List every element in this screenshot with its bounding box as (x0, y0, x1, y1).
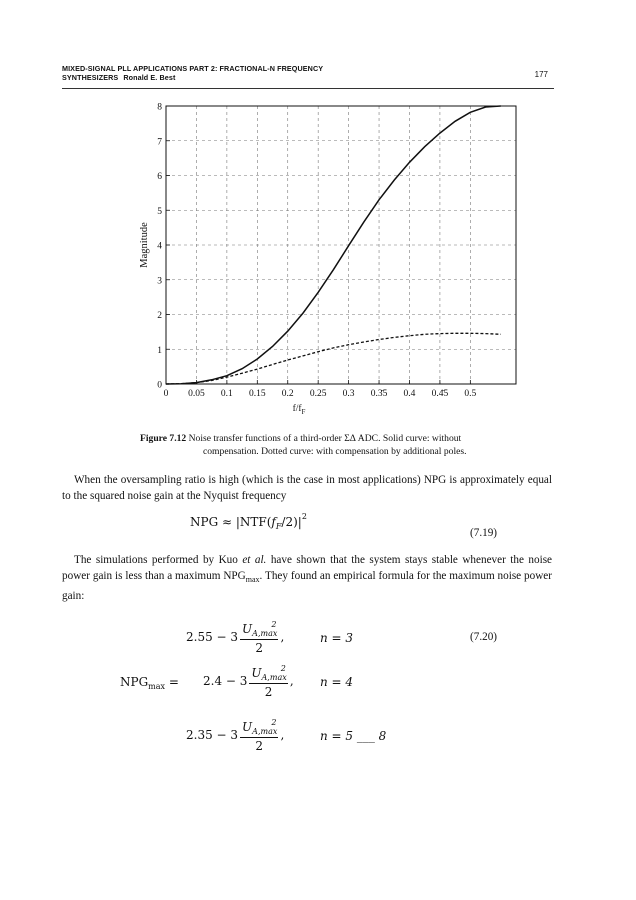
author-name: Ronald E. Best (123, 73, 176, 82)
figure-caption (140, 432, 550, 458)
y-tick-label: 0 (157, 380, 162, 391)
x-tick-label: 0.3̄5 (370, 389, 388, 399)
equation-number-7-19: (7.19) (470, 527, 498, 539)
x-tick-label: 0.3 (342, 389, 355, 399)
x-tick-label: 0.05 (188, 389, 205, 399)
eq720-denominator: 2 (264, 685, 273, 699)
eq720-denominator: 2 (255, 641, 264, 655)
eq720-condition: n = 3 (320, 631, 354, 645)
dashed-curve-compensated (166, 333, 501, 384)
x-tick-label: 0.1 (220, 389, 233, 399)
x-tick-label: 0.5 (464, 389, 477, 399)
eq720-condition: n = 4 (320, 675, 354, 689)
eq720-fraction (249, 664, 287, 699)
caption-text-line1: Noise transfer functions of a third-order ΣΔ ADC. Solid curve: without (188, 433, 462, 444)
y-tick-label: 4 (157, 241, 162, 252)
paragraph-simulations-c: . They found an empirical formula for the maximum noise power gain: (62, 570, 553, 602)
y-tick-label: 1 (157, 345, 162, 356)
x-tick-label: 0.4̄5 (431, 389, 449, 399)
eq720-condition: n = 5 ___ 8 (320, 729, 387, 743)
page-number: 177 (534, 70, 548, 79)
caption-text-line2: compensation. Dotted curve: with compensation by additional poles. (203, 446, 467, 457)
x-tick-label: 0 (163, 389, 169, 399)
page-header (62, 64, 554, 89)
eq720-fraction (240, 718, 278, 753)
eq719-lhs: NPG ≈ |NTF( (190, 515, 272, 529)
y-tick-label: 6 (157, 172, 162, 182)
eq719-arg-sub: F (275, 522, 282, 531)
figure-label: Figure 7.12 (140, 433, 187, 444)
eq720-row: 2.35 − 3 $\frac{U_{A,max}^2}{2}$ , (186, 718, 285, 753)
x-tick-label: 0.2 (281, 389, 294, 399)
paragraph-simulations (62, 552, 552, 604)
y-tick-label: 2 (157, 311, 162, 321)
eq720-constant: 2.35 − 3 (186, 728, 239, 742)
eq720-constant: 2.4 − 3 (203, 674, 248, 688)
eq720-numerator: $U_{A,max}^2$ (251, 664, 287, 682)
equation-number-7-20: (7.20) (470, 631, 498, 643)
eq720-row: 2.55 − 3 $\frac{U_{A,max}^2}{2}$ , (186, 620, 285, 655)
paragraph-etal: et al. (242, 554, 267, 566)
x-axis-label: $f/f_F$ (292, 404, 306, 416)
x-axis-label-sub: F (301, 408, 306, 416)
y-tick-label: 8 (157, 102, 162, 113)
x-tick-label: 0.25 (309, 389, 327, 399)
paragraph-nyquist-text: When the oversampling ratio is high (which is the case in most applications) NPG is approximately equal to the squared noise gain at the Nyquist frequency (62, 474, 552, 502)
paragraph-simulations-b: have shown that the system stays stable whenever the noise power gain is less than a maximum NPG (62, 554, 553, 582)
running-title-line1: MIXED-SIGNAL PLL APPLICATIONS PART 2: FRACTIONAL-N FREQUENCY (62, 64, 324, 73)
x-tick-label: 0.4 (403, 389, 416, 399)
eq719-arg-rest: /2)| (281, 515, 302, 529)
eq720-row: 2.4 − 3 $\frac{U_{A,max}^2}{2}$ , (203, 664, 294, 699)
paragraph-npg-sub: max (245, 575, 260, 584)
paragraph-nyquist (62, 472, 552, 504)
y-tick-label: 5 (157, 206, 162, 217)
y-axis-label: Magnitude (139, 222, 150, 268)
noise-transfer-chart (130, 96, 530, 426)
eq720-constant: 2.55 − 3 (186, 630, 239, 644)
y-tick-label: 7 (157, 137, 162, 148)
eq720-lhs: $NPG_{max}$ = (120, 675, 179, 691)
eq720-denominator: 2 (255, 739, 264, 753)
y-tick-label: 3 (157, 276, 162, 287)
equation-7-19 (190, 512, 307, 531)
eq719-arg-f: f (271, 515, 276, 529)
running-title (62, 64, 323, 82)
eq719-power: 2 (301, 512, 307, 521)
eq720-numerator: $U_{A,max}^2$ (242, 620, 278, 638)
paragraph-simulations-a: The simulations performed by Kuo (74, 554, 238, 566)
eq720-fraction (240, 620, 278, 655)
x-tick-label: 0.15 (248, 389, 266, 399)
eq720-numerator: $U_{A,max}^2$ (242, 718, 278, 736)
running-title-line2: SYNTHESIZERS (62, 73, 119, 82)
